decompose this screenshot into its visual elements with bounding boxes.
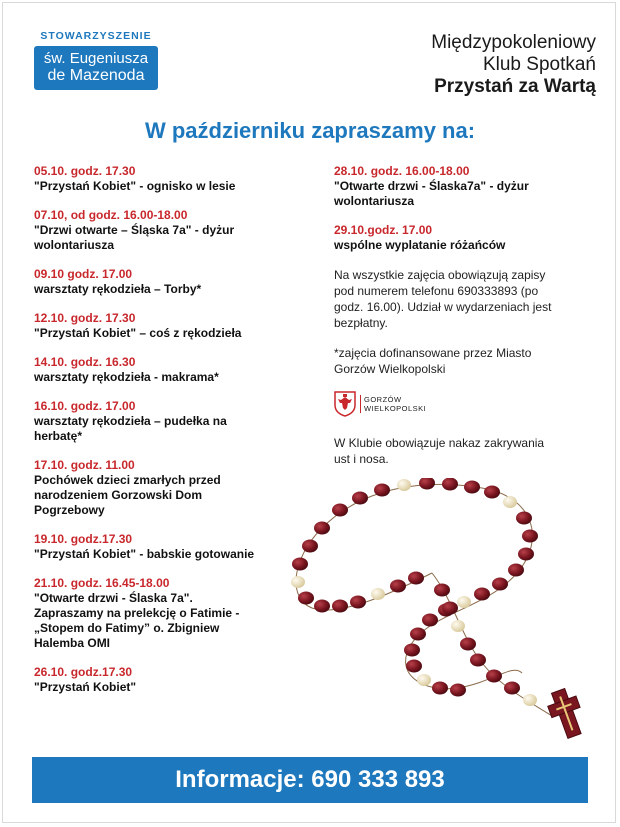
event-line: warsztaty rękodzieła – pudełka na (34, 414, 227, 428)
event-date: 12.10. godz. 17.30 (34, 311, 136, 325)
registration-note (334, 267, 596, 331)
event-line: "Otwarte drzwi - Ślaska7a" - dyżur (334, 179, 529, 193)
event-date: 05.10. godz. 17.30 (34, 164, 136, 178)
event-description (34, 370, 296, 385)
rosary-bead (508, 564, 524, 577)
event-line: "Przystań Kobiet" - babskie gotowanie (34, 547, 255, 561)
logo-top-text: STOWARZYSZENIE (40, 30, 152, 42)
event-description (34, 547, 296, 562)
event-description (34, 282, 296, 297)
logo-line-2: de Mazenoda (47, 67, 145, 84)
club-title-line-2: Klub Spotkań (482, 54, 596, 75)
mask-note (334, 435, 596, 467)
rosary-bead (419, 478, 435, 490)
info-footer: Informacje: 690 333 893 (32, 757, 588, 803)
event-line: "Przystań Kobiet" (34, 680, 137, 694)
note-line: Gorzów Wielkopolski (334, 362, 446, 376)
association-logo (34, 30, 158, 90)
event-line: wspólne wyplatanie różańców (334, 238, 506, 252)
event-item (34, 458, 296, 518)
event-item (34, 311, 296, 341)
city-logo-line: WIELKOPOLSKI (364, 404, 427, 413)
logo-box (34, 46, 158, 90)
event-line: wolontariusza (34, 238, 115, 252)
rosary-bead (314, 600, 330, 613)
city-logo (334, 391, 596, 417)
event-line: "Drzwi otwarte – Śląska 7a" - dyżur (34, 223, 235, 237)
funding-note (334, 345, 596, 377)
rosary-bead (450, 684, 466, 697)
rosary-bead (464, 481, 480, 494)
rosary-bead (460, 638, 476, 651)
event-item (34, 267, 296, 297)
rosary-bead (470, 654, 486, 667)
club-title-line-1: Międzypokoleniowy (431, 32, 596, 53)
event-description (34, 680, 296, 695)
rosary-bead (350, 596, 366, 609)
event-item (34, 576, 296, 651)
event-description (34, 414, 296, 444)
city-crest-icon (334, 391, 356, 417)
event-date: 19.10. godz.17.30 (34, 532, 133, 546)
rosary-bead (298, 592, 314, 605)
event-description (34, 473, 296, 518)
event-date: 21.10. godz. 16.45-18.00 (34, 576, 170, 590)
event-line: herbatę* (34, 429, 83, 443)
rosary-bead (484, 486, 500, 499)
event-item (334, 164, 596, 209)
event-line: warsztaty rękodzieła - makrama* (34, 370, 219, 384)
events-right-column (334, 164, 596, 481)
event-line: warsztaty rękodzieła – Torby* (34, 282, 202, 296)
event-item (34, 164, 296, 194)
rosary-bead (404, 644, 420, 657)
event-line: Pochówek dzieci zmarłych przed (34, 473, 221, 487)
note-line: W Klubie obowiązuje nakaz zakrywania (334, 436, 545, 450)
event-line: "Przystań Kobiet" – coś z rękodzieła (34, 326, 242, 340)
rosary-bead (422, 614, 438, 627)
event-date: 29.10.godz. 17.00 (334, 223, 433, 237)
event-item (34, 208, 296, 253)
rosary-bead (397, 479, 411, 491)
rosary-bead (410, 628, 426, 641)
rosary-bead (457, 596, 471, 608)
event-line: narodzeniem Gorzowski Dom (34, 488, 203, 502)
city-logo-line: GORZÓW (364, 395, 402, 404)
event-description (34, 179, 296, 194)
event-line: Pogrzebowy (34, 503, 105, 517)
rosary-bead (492, 578, 508, 591)
rosary-bead (332, 504, 348, 517)
event-line: wolontariusza (334, 194, 415, 208)
rosary-bead (434, 584, 450, 597)
event-date: 14.10. godz. 16.30 (34, 355, 136, 369)
event-date: 09.10 godz. 17.00 (34, 267, 133, 281)
rosary-bead (522, 530, 538, 543)
note-line: *zajęcia dofinansowane przez Miasto (334, 346, 532, 360)
event-line: "Otwarte drzwi - Ślaska 7a". (34, 591, 193, 605)
event-date: 17.10. godz. 11.00 (34, 458, 135, 472)
rosary-bead (417, 674, 431, 686)
rosary-bead (474, 588, 490, 601)
events-left-column (34, 164, 296, 709)
rosary-bead (432, 682, 448, 695)
event-description (334, 179, 596, 209)
headline: W październiku zapraszamy na: (144, 118, 476, 143)
event-line: „Stopem do Fatimy” o. Zbigniew (34, 621, 220, 635)
rosary-bead (504, 682, 520, 695)
event-item (334, 223, 596, 253)
rosary-bead (518, 548, 534, 561)
rosary-bead (442, 478, 458, 491)
event-description (334, 238, 596, 253)
event-item (34, 532, 296, 562)
rosary-bead (442, 602, 458, 615)
event-date: 26.10. godz.17.30 (34, 665, 133, 679)
club-title (431, 32, 596, 98)
event-line: Zapraszamy na prelekcję o Fatimie - (34, 606, 240, 620)
rosary-bead (523, 694, 537, 706)
rosary-image (282, 478, 612, 748)
event-description (34, 591, 296, 651)
rosary-bead (302, 540, 318, 553)
logo-line-1: św. Eugeniusza (43, 50, 149, 67)
event-item (34, 355, 296, 385)
note-line: godz. 16.00). Udział w wydarzeniach jest (334, 300, 552, 314)
event-item (34, 399, 296, 444)
note-line: pod numerem telefonu 690333893 (po (334, 284, 539, 298)
event-line: "Przystań Kobiet" - ognisko w lesie (34, 179, 236, 193)
rosary-bead (314, 522, 330, 535)
rosary-bead (406, 660, 422, 673)
event-date: 16.10. godz. 17.00 (34, 399, 136, 413)
rosary-bead (292, 558, 308, 571)
rosary-bead (451, 620, 465, 632)
note-line: bezpłatny. (334, 316, 388, 330)
rosary-bead (486, 670, 502, 683)
club-title-line-3: Przystań za Wartą (434, 76, 596, 97)
cross-icon (544, 686, 589, 741)
rosary-bead (332, 600, 348, 613)
note-line: ust i nosa. (334, 452, 389, 466)
event-item (34, 665, 296, 695)
event-description (34, 326, 296, 341)
rosary-bead (352, 492, 368, 505)
event-line: Halemba OMI (34, 636, 111, 650)
rosary-bead (408, 572, 424, 585)
note-line: Na wszystkie zajęcia obowiązują zapisy (334, 268, 546, 282)
rosary-bead (516, 512, 532, 525)
city-logo-text (360, 395, 426, 413)
rosary-bead (291, 576, 305, 588)
rosary-bead (371, 588, 385, 600)
event-date: 07.10, od godz. 16.00-18.00 (34, 208, 188, 222)
rosary-bead (374, 484, 390, 497)
rosary-bead (390, 580, 406, 593)
event-description (34, 223, 296, 253)
rosary-bead (503, 496, 517, 508)
event-date: 28.10. godz. 16.00-18.00 (334, 164, 470, 178)
